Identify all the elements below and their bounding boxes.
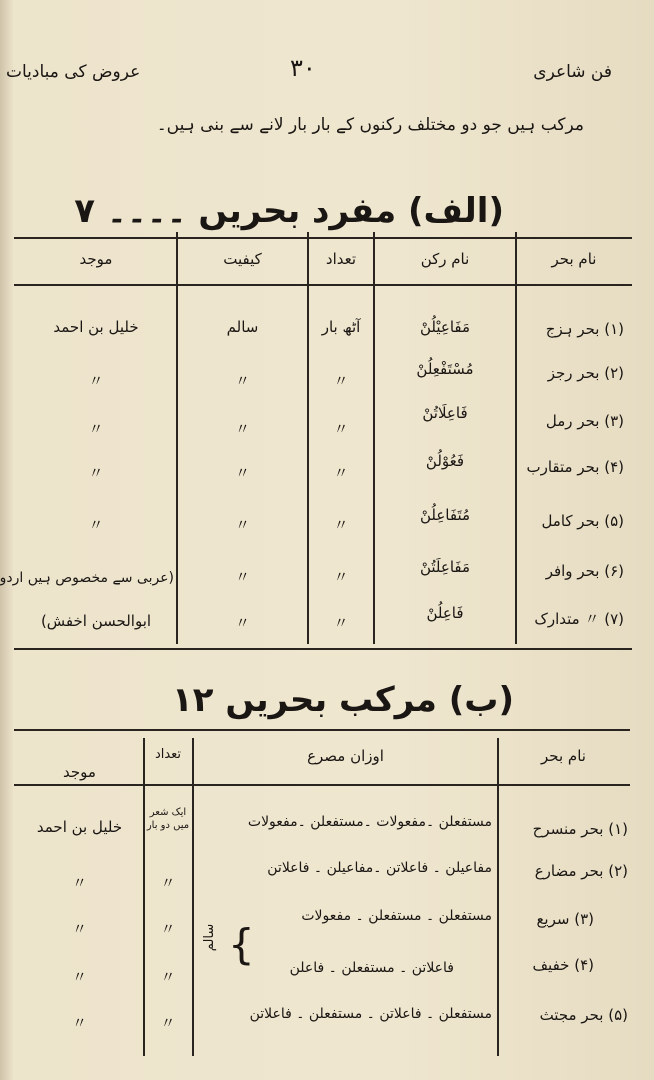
cell-bahr: (۲) بحر رجز bbox=[547, 364, 624, 382]
cell-bahr: (۴) بحر متقارب bbox=[526, 458, 624, 476]
cell-kaifiyat: سالم bbox=[226, 318, 259, 336]
table-a-divider bbox=[515, 232, 517, 644]
cell-tadad: 〃 bbox=[333, 464, 349, 482]
cell-tadad: ایک شعر میں دو بار bbox=[146, 807, 190, 831]
cell-mujid: 〃 bbox=[71, 920, 87, 938]
table-b-header-rule bbox=[14, 784, 630, 786]
cell-bahr: (۱) بحر ہزج bbox=[545, 320, 624, 338]
cell-rukn: مُتَفَاعِلُنْ bbox=[419, 506, 471, 524]
table-a-divider bbox=[176, 232, 178, 644]
cell-kaifiyat: 〃 bbox=[234, 420, 250, 438]
cell-rukn: مَفَاعِیْلُنْ bbox=[419, 318, 471, 336]
cell-kaifiyat: 〃 bbox=[234, 464, 250, 482]
cell-rukn: فَاعِلُنْ bbox=[426, 604, 464, 622]
running-header-right: فن شاعری bbox=[533, 62, 612, 82]
cell-bahr: (۷) 〃 متدارک bbox=[534, 610, 624, 628]
cell-mujid: 〃 bbox=[88, 420, 104, 438]
table-b-divider bbox=[192, 738, 194, 1056]
table-b-top-rule bbox=[14, 729, 630, 731]
cell-bahr: (۲) بحر مضارع bbox=[534, 862, 628, 880]
page-number: ۳۰ bbox=[290, 54, 316, 82]
cell-awzan: مستفعلن ۔ مستفعلن ۔ مفعولات bbox=[301, 908, 492, 924]
cell-tadad: 〃 bbox=[160, 968, 176, 986]
table-a-bottom-rule bbox=[14, 648, 632, 650]
cell-kaifiyat: 〃 bbox=[234, 614, 250, 632]
table-b-divider bbox=[497, 738, 499, 1056]
table-a-divider bbox=[307, 232, 309, 644]
cell-mujid: 〃 bbox=[88, 516, 104, 534]
cell-mujid: (عربی سے مخصوص ہیں اردو bbox=[0, 570, 174, 586]
section-b-title: (ب) مرکب بحریں ۱۲ bbox=[171, 680, 514, 720]
table-b-divider bbox=[143, 738, 145, 1056]
cell-kaifiyat: 〃 bbox=[234, 516, 250, 534]
cell-mujid: 〃 bbox=[88, 464, 104, 482]
cell-tadad: 〃 bbox=[333, 614, 349, 632]
col-header-bahr: نام بحر bbox=[541, 747, 586, 765]
col-header-awzan: اوزان مصرع bbox=[307, 747, 384, 765]
side-note: سالم bbox=[202, 923, 218, 952]
cell-mujid: ابوالحسن اخفش) bbox=[40, 612, 152, 630]
cell-tadad: 〃 bbox=[160, 1014, 176, 1032]
cell-bahr: (۵) بحر مجتث bbox=[539, 1006, 628, 1024]
intro-line: مرکب ہیں جو دو مختلف رکنوں کے بار بار لانے سے بنی ہیں۔ bbox=[156, 115, 584, 135]
cell-mujid: 〃 bbox=[71, 874, 87, 892]
cell-awzan: مفاعیلن ۔ فاعلاتن ۔مفاعیلن ۔ فاعلاتن bbox=[267, 860, 492, 876]
col-header-mujid: موجد bbox=[63, 763, 96, 781]
cell-mujid: خلیل بن احمد bbox=[36, 818, 123, 836]
cell-tadad: آٹھ بار bbox=[321, 318, 361, 336]
col-header-rukn: نام رکن bbox=[420, 250, 470, 268]
col-header-kaifiyat: کیفیت bbox=[223, 250, 262, 268]
cell-kaifiyat: 〃 bbox=[234, 568, 250, 586]
cell-tadad: 〃 bbox=[160, 920, 176, 938]
cell-mujid: 〃 bbox=[71, 1014, 87, 1032]
cell-mujid: خلیل بن احمد bbox=[53, 318, 139, 336]
cell-kaifiyat: 〃 bbox=[234, 372, 250, 390]
cell-bahr: (۵) بحر کامل bbox=[541, 512, 624, 530]
cell-awzan: مستفعلن ۔ فاعلاتن ۔ مستفعلن ۔ فاعلاتن bbox=[249, 1006, 492, 1022]
cell-mujid: 〃 bbox=[88, 372, 104, 390]
col-header-bahr: نام بحر bbox=[551, 250, 597, 268]
cell-tadad: 〃 bbox=[333, 420, 349, 438]
col-header-tadad: تعداد bbox=[154, 747, 182, 762]
cell-bahr: (۳) بحر رمل bbox=[545, 412, 624, 430]
col-header-tadad: تعداد bbox=[325, 250, 357, 268]
cell-rukn: مَفَاعِلَتُنْ bbox=[419, 558, 471, 576]
table-a-top-rule bbox=[14, 237, 632, 239]
brace-mark: { bbox=[228, 920, 255, 969]
running-header-left: عروض کی مبادیات bbox=[6, 62, 141, 82]
cell-rukn: فَاعِلَاتُنْ bbox=[422, 404, 468, 422]
cell-tadad: 〃 bbox=[333, 568, 349, 586]
cell-mujid: 〃 bbox=[71, 968, 87, 986]
section-a-title: (الف) مفرد بحریں ۔۔۔۔ ۷ bbox=[74, 191, 504, 231]
cell-rukn: مُسْتَفْعِلُنْ bbox=[416, 360, 474, 378]
cell-bahr: (۳) سریع bbox=[536, 910, 594, 928]
cell-tadad: 〃 bbox=[333, 372, 349, 390]
cell-awzan: فاعلاتن ۔ مستفعلن ۔ فاعلن bbox=[289, 960, 454, 976]
cell-awzan: مستفعلن ۔مفعولات ۔مستفعلن ۔مفعولات bbox=[247, 814, 492, 830]
cell-tadad: 〃 bbox=[160, 874, 176, 892]
cell-bahr: (۴) خفیف bbox=[532, 956, 594, 974]
cell-rukn: فَعُوْلُنْ bbox=[425, 452, 465, 470]
cell-bahr: (۶) بحر وافر bbox=[545, 562, 624, 580]
table-a-divider bbox=[373, 232, 375, 644]
table-a-header-rule bbox=[14, 284, 632, 286]
col-header-mujid: موجد bbox=[79, 250, 113, 268]
cell-tadad: 〃 bbox=[333, 516, 349, 534]
cell-bahr: (۱) بحر منسرح bbox=[532, 820, 628, 838]
